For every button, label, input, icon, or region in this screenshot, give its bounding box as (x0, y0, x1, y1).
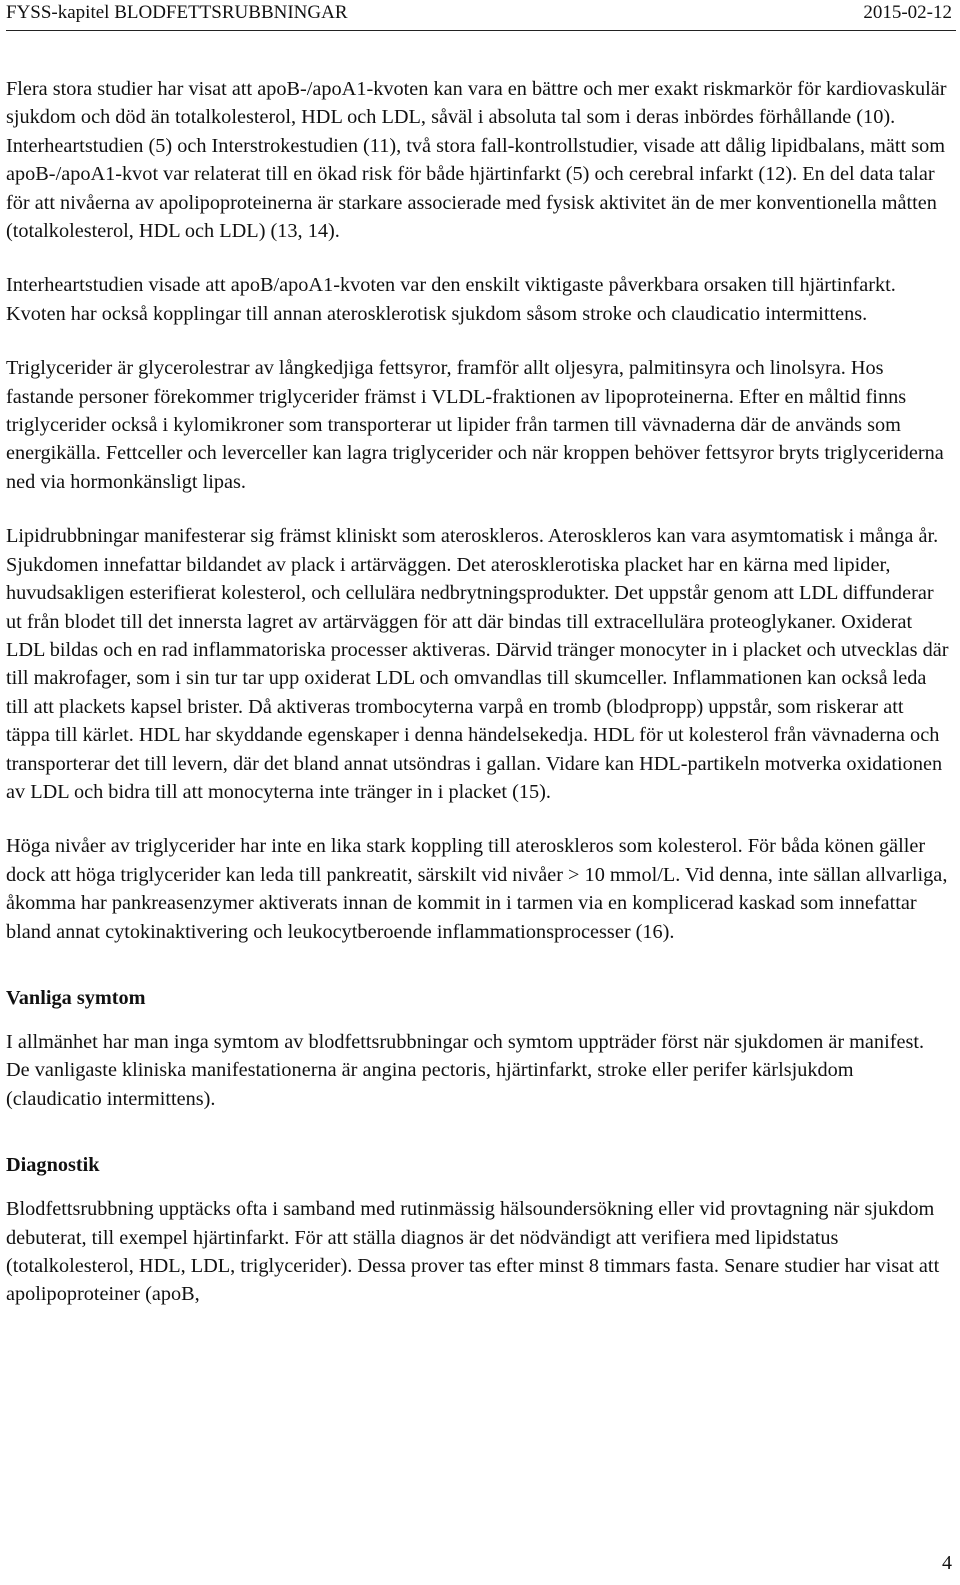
paragraph-diagnostics: Blodfettsrubbning upptäcks ofta i samband med rutinmässig hälsoundersökning eller vid provtagning när sjukdom debuterat, till exempel hjärtinfarkt. För att ställa diagnos är det nödvändigt att verifiera med lipidstatus (totalkolesterol, HDL, LDL, triglycerider). Dessa prover tas efter minst 8 timmars fasta. Senare studier har visat att apolipoproteiner (apoB, (6, 1198, 940, 1306)
document-date: 2015-02-12 (863, 2, 952, 23)
paragraph-pancreatitis: Höga nivåer av triglycerider har inte en lika stark koppling till ateroskleros som kolesterol. För båda könen gäller dock att höga triglycerider kan leda till pankreatit, särskilt vid nivåer > 10 mmol/L. Vid denna, inte sällan allvarliga, åkomma har pankreasenzymer aktiverats innan de kommit in i tarmen via en komplicerad kaskad som innefattar bland annat cytokinaktivering och leukocytberoende inflammationsprocesser (16). (6, 835, 948, 943)
section-heading-symptoms: Vanliga symtom (6, 986, 146, 1009)
paragraph-interheart: Interheartstudien visade att apoB/apoA1-kvoten var den enskilt viktigaste påverkbara orsaken till hjärtinfarkt. Kvoten har också kopplingar till annan aterosklerotisk sjukdom såsom stroke och claudicatio intermittens. (6, 274, 896, 325)
page-header (0, 0, 960, 26)
section-heading-diagnostics: Diagnostik (6, 1154, 100, 1177)
document-title: FYSS-kapitel BLODFETTSRUBBNINGAR (6, 2, 348, 23)
page-number: 4 (942, 1552, 952, 1574)
paragraph-triglycerides: Triglycerider är glycerolestrar av långkedjiga fettsyror, framför allt oljesyra, palmitinsyra och linolsyra. Hos fastande personer förekommer triglycerider främst i VLDL-fraktionen av lipoproteinerna. Efter en måltid finns triglycerider också i kylomikroner som transporterar ut lipider från tarmen till vävnaderna där de används som energikälla. Fettceller och leverceller kan lagra triglycerider och när kroppen behöver fettsyror bryts triglyceriderna ned via hormonkänsligt lipas. (6, 357, 944, 493)
header-divider (6, 30, 956, 31)
paragraph-symptoms: I allmänhet har man inga symtom av blodfettsrubbningar och symtom uppträder först när sjukdomen är manifest. De vanligaste kliniska manifestationerna är angina pectoris, hjärtinfarkt, stroke eller perifer kärlsjukdom (claudicatio intermittens). (6, 1030, 925, 1110)
document-body (6, 75, 952, 1335)
paragraph-atherosclerosis: Lipidrubbningar manifesterar sig främst kliniskt som ateroskleros. Ateroskleros kan vara asymtomatisk i många år. Sjukdomen innefattar bildandet av plack i artärväggen. Det aterosklerotiska placket har en kärna med lipider, huvudsakligen esterifierat kolesterol, och cellulära nedbrytningsprodukter. Det uppstår genom att LDL diffunderar ut från blodet till det innersta lagret av artärväggen för att där bindas till extracellulära proteoglykaner. Oxiderat LDL bildas och en rad inflammatoriska processer aktiveras. Därvid tränger monocyter in i placket och utvecklas där till makrofager, som i sin tur tar upp oxiderat LDL och omvandlas till skumceller. Inflammationen kan också leda till att plackets kapsel brister. Då aktiveras trombocyterna varpå en tromb (blodpropp) uppstår, som riskerar att täppa till kärlet. HDL har skyddande egenskaper i denna händelsekedja. HDL för ut kolesterol från vävnaderna och transporterar det till levern, där det bland annat utsöndras i gallan. Vidare kan HDL-partikeln motverka oxidationen av LDL och bidra till att monocyterna inte tränger in i placket (15). (6, 525, 949, 803)
paragraph-apob-apoa1-studies: Flera stora studier har visat att apoB-/apoA1-kvoten kan vara en bättre och mer exakt riskmarkör för kardiovaskulär sjukdom och död än totalkolesterol, HDL och LDL, såväl i absoluta tal som i deras inbördes förhållande (10). Interheartstudien (5) och Interstrokestudien (11), två stora fall-kontrollstudier, visade att dålig lipidbalans, mätt som apoB-/apoA1-kvot var relaterat till en ökad risk för både hjärtinfarkt (5) och cerebral infarkt (12). En del data talar för att nivåerna av apolipoproteinerna är starkare associerade med fysisk aktivitet än de mer konventionella måtten (totalkolesterol, HDL och LDL) (13, 14). (6, 78, 947, 243)
